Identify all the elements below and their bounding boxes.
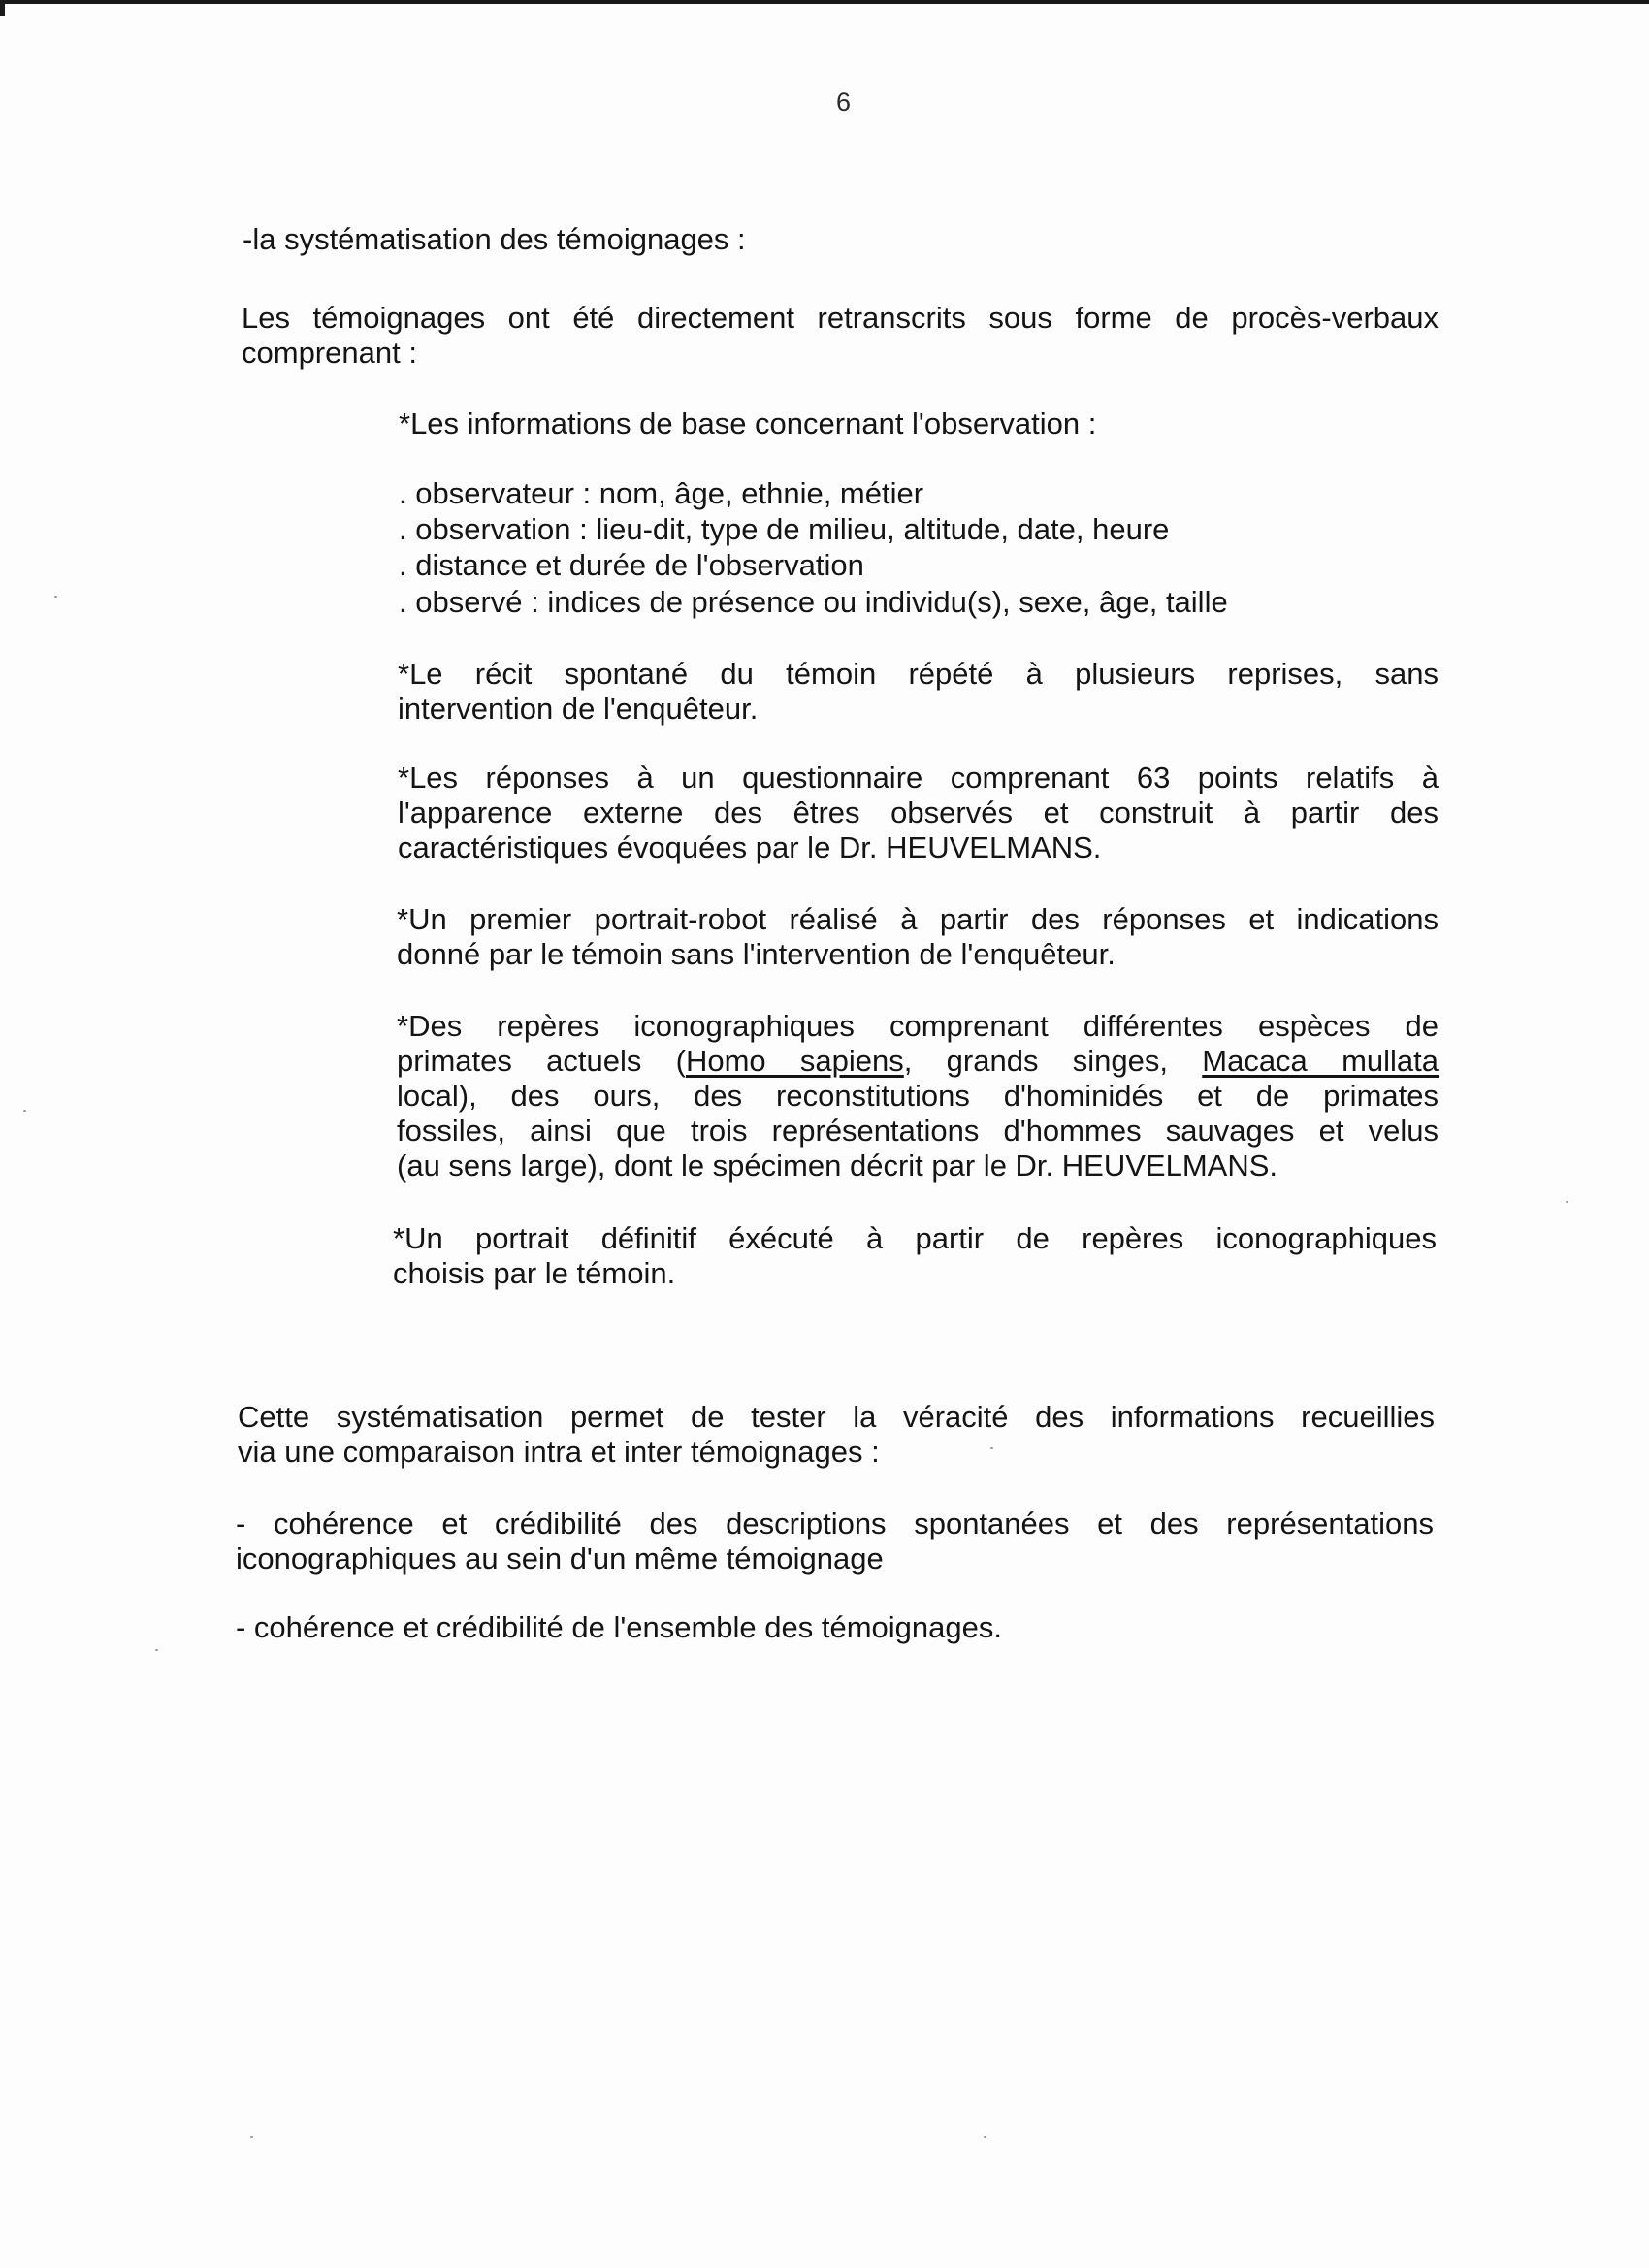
reperes-line-species [397, 1044, 1439, 1079]
reperes-line: fossiles, ainsi que trois représentations d'hommes sauvages et velus [397, 1114, 1439, 1148]
recit-line: intervention de l'enquêteur. [398, 692, 759, 726]
recit-line: *Le récit spontané du témoin répété à plusieurs reprises, sans [398, 657, 1439, 691]
intro-line: Les témoignages ont été directement retranscrits sous forme de procès-verbaux [242, 301, 1439, 335]
scan-speck [990, 1447, 993, 1449]
list-item: . observation : lieu-dit, type de milieu, altitude, date, heure [399, 512, 1170, 546]
reperes-paragraph [397, 1009, 1439, 1183]
reperes-line: local), des ours, des reconstitutions d'hominidés et de primates [397, 1079, 1439, 1113]
scan-top-edge [0, 0, 1649, 4]
scan-speck [23, 1110, 26, 1112]
portrait-definitif-line: *Un portrait définitif éxécuté à partir de repères iconographiques [393, 1221, 1437, 1255]
species-homo-sapiens: Homo sapiens [685, 1044, 904, 1078]
list-item: . observateur : nom, âge, ethnie, métier [399, 476, 924, 510]
reperes-text: , grands singes, [903, 1044, 1203, 1078]
reponses-paragraph [398, 761, 1439, 865]
reperes-line: (au sens large), dont le spécimen décrit par le Dr. HEUVELMANS. [397, 1149, 1277, 1183]
portrait-robot-line: donné par le témoin sans l'intervention de l'enquêteur. [397, 937, 1116, 971]
reperes-line: *Des repères iconographiques comprenant différentes espèces de [397, 1009, 1439, 1043]
intro-paragraph [242, 301, 1439, 371]
intro-line: comprenant : [242, 336, 417, 370]
species-macaca-mullata: Macaca mullata [1202, 1044, 1439, 1078]
recit-paragraph [398, 657, 1439, 727]
coherence-line: - cohérence et crédibilité des descriptions spontanées et des représentations [236, 1507, 1434, 1540]
scan-speck [1566, 1201, 1568, 1203]
coherence-final: - cohérence et crédibilité de l'ensemble des témoignages. [236, 1610, 1002, 1644]
conclusion-paragraph [238, 1400, 1435, 1470]
scan-corner-mark [0, 0, 5, 16]
scan-speck [155, 1649, 158, 1651]
portrait-definitif-paragraph [393, 1221, 1437, 1291]
reponses-line: l'apparence externe des êtres observés et construit à partir des [398, 795, 1439, 829]
portrait-robot-line: *Un premier portrait-robot réalisé à partir des réponses et indications [397, 902, 1439, 936]
base-info-heading: *Les informations de base concernant l'observation : [399, 406, 1097, 440]
reperes-text: primates actuels ( [397, 1044, 686, 1078]
conclusion-line: via une comparaison intra et inter témoignages : [238, 1435, 880, 1469]
scan-speck [54, 596, 57, 598]
conclusion-line: Cette systématisation permet de tester la véracité des informations recueillies [238, 1400, 1435, 1434]
coherence-paragraph [236, 1507, 1434, 1576]
portrait-robot-paragraph [397, 902, 1439, 972]
scan-speck [984, 2136, 986, 2138]
reponses-line: *Les réponses à un questionnaire comprenant 63 points relatifs à [398, 761, 1439, 794]
page-number: 6 [836, 87, 852, 116]
reponses-line: caractéristiques évoquées par le Dr. HEUVELMANS. [398, 830, 1102, 864]
list-item: . observé : indices de présence ou individu(s), sexe, âge, taille [399, 585, 1228, 619]
portrait-definitif-line: choisis par le témoin. [393, 1256, 676, 1290]
scan-speck [250, 2136, 253, 2138]
coherence-line: iconographiques au sein d'un même témoignage [236, 1541, 884, 1575]
section-heading: -la systématisation des témoignages : [242, 222, 746, 256]
list-item: . distance et durée de l'observation [399, 548, 864, 582]
